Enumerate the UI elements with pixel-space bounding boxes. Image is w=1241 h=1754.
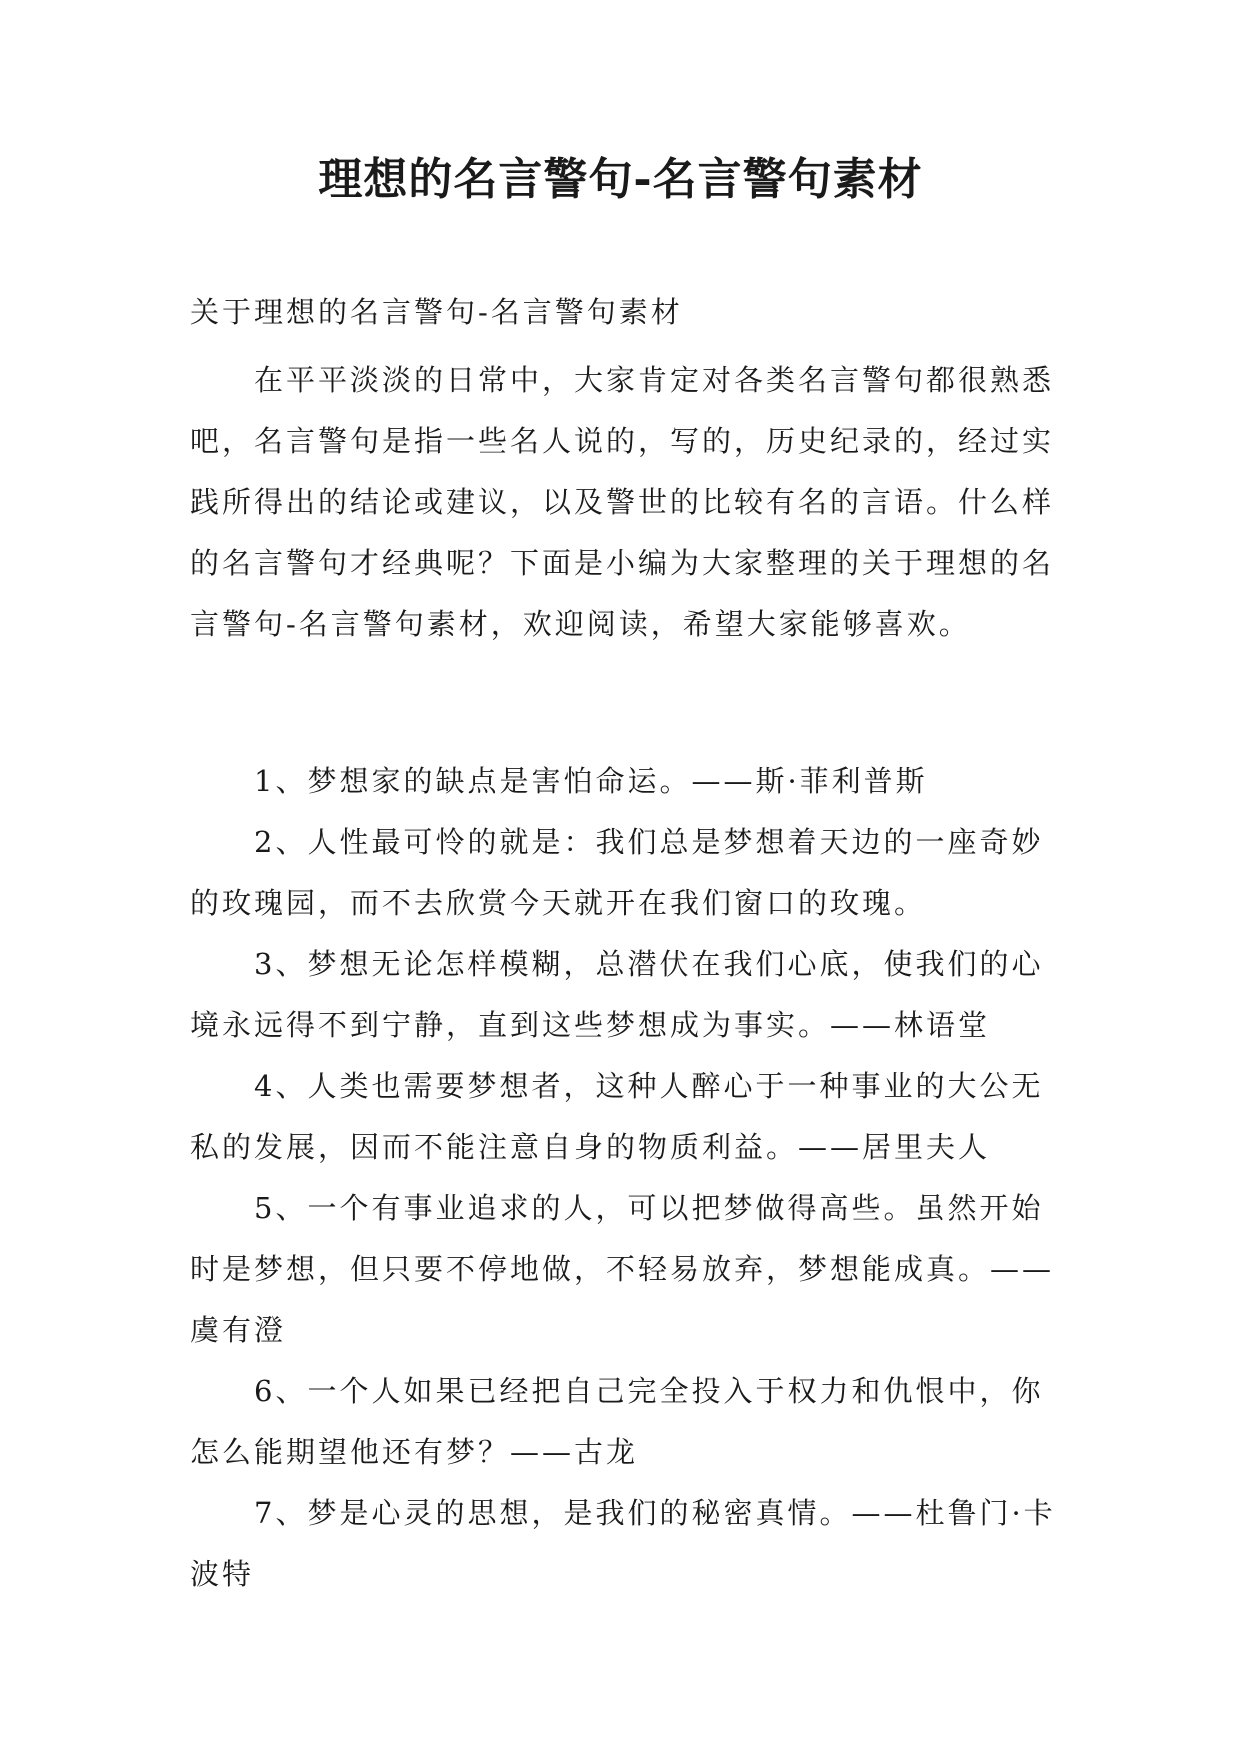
quote-item: 4、人类也需要梦想者，这种人醉心于一种事业的大公无私的发展，因而不能注意自身的物质利益。——居里夫人 <box>190 1069 1044 1164</box>
quote-item: 6、一个人如果已经把自己完全投入于权力和仇恨中，你怎么能期望他还有梦？——古龙 <box>190 1374 1044 1469</box>
intro-paragraph: 在平平淡淡的日常中，大家肯定对各类名言警句都很熟悉吧，名言警句是指一些名人说的，写的，历史纪录的，经过实践所得出的结论或建议，以及警世的比较有名的言语。什么样的名言警句才经典呢？下面是小编为大家整理的关于理想的名言警句-名言警句素材，欢迎阅读，希望大家能够喜欢。 <box>190 363 1055 641</box>
quote-item: 2、人性最可怜的就是：我们总是梦想着天边的一座奇妙的玫瑰园，而不去欣赏今天就开在我们窗口的玫瑰。 <box>190 825 1044 920</box>
quote-item: 1、梦想家的缺点是害怕命运。——斯·菲利普斯 <box>254 764 928 798</box>
quote-item: 3、梦想无论怎样模糊，总潜伏在我们心底，使我们的心境永远得不到宁静，直到这些梦想成为事实。——林语堂 <box>190 947 1044 1042</box>
quote-item: 5、一个有事业追求的人，可以把梦做得高些。虽然开始时是梦想，但只要不停地做，不轻易放弃，梦想能成真。——虞有澄 <box>190 1191 1055 1347</box>
document-title: 理想的名言警句-名言警句素材 <box>318 154 923 205</box>
quote-list <box>190 751 1070 1605</box>
document-subtitle: 关于理想的名言警句-名言警句素材 <box>190 295 683 329</box>
quote-item: 7、梦是心灵的思想，是我们的秘密真情。——杜鲁门·卡波特 <box>190 1496 1056 1591</box>
